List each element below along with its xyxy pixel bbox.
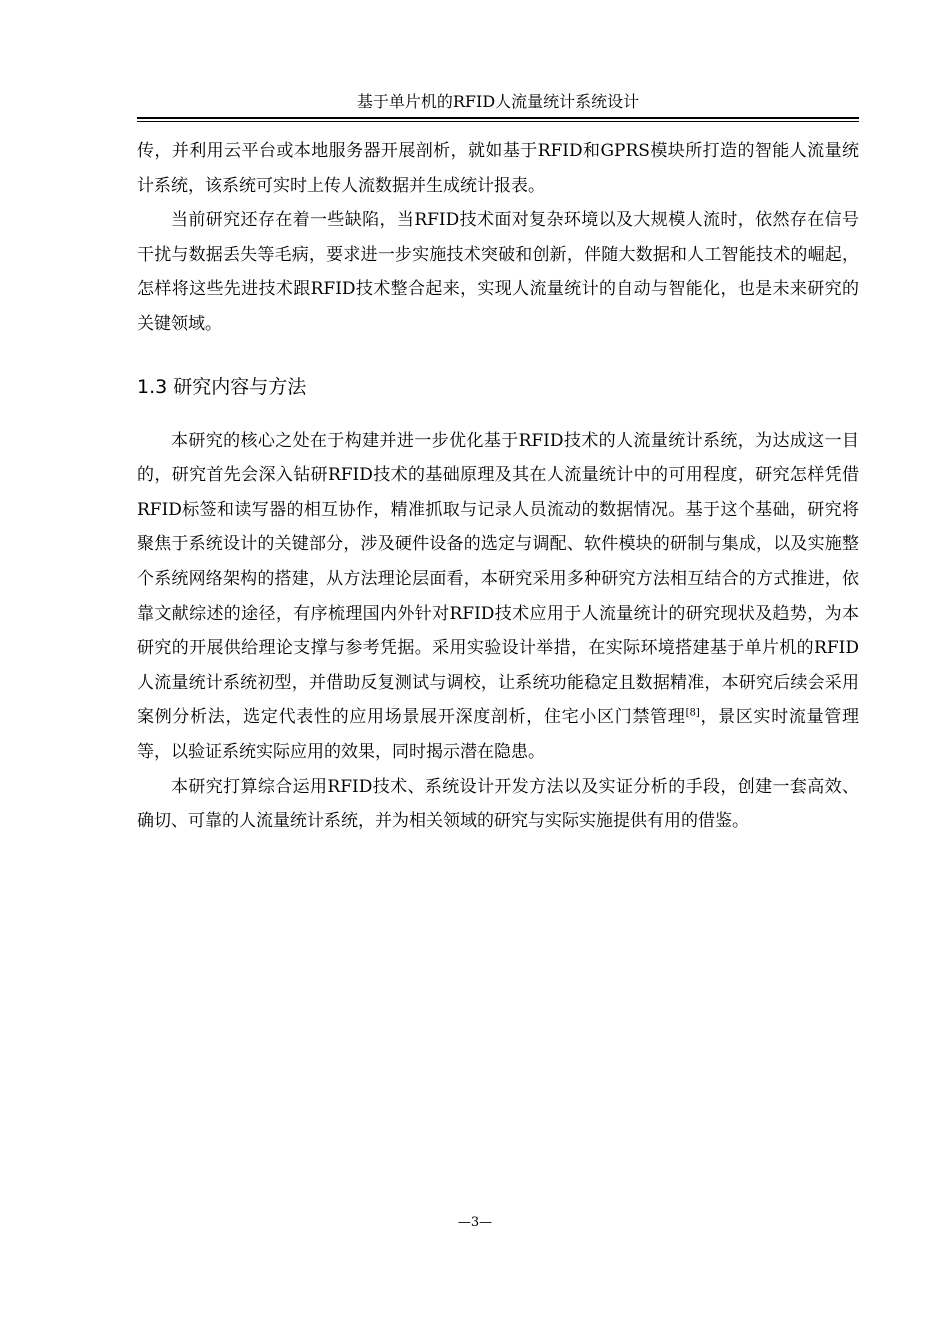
page-header-title: 基于单片机的RFID人流量统计系统设计	[356, 92, 640, 111]
paragraph-current-research-gaps: 当前研究还存在着一些缺陷，当RFID技术面对复杂环境以及大规模人流时，依然存在信号干扰与数据丢失等毛病，要求进一步实施技术突破和创新，伴随大数据和人工智能技术的崛起，怎样将这些先进技术跟RFID技术整合起来，实现人流量统计的自动与智能化，也是未来研究的关键领域。	[137, 210, 859, 334]
document-body	[137, 134, 859, 839]
paragraph-research-content	[137, 424, 859, 770]
paragraph-text-part1: 本研究的核心之处在于构建并进一步优化基于RFID技术的人流量统计系统，为达成这一目的，研究首先会深入钻研RFID技术的基础原理及其在人流量统计中的可用程度，研究怎样凭借RFID标签和读写器的相互协作，精准抓取与记录人员流动的数据情况。基于这个基础，研究将聚焦于系统设计的关键部分，涉及硬件设备的选定与调配、软件模块的研制与集成，以及实施整个系统网络架构的搭建，从方法理论层面看，本研究采用多种研究方法相互结合的方式推进，依靠文献综述的途径，有序梳理国内外针对RFID技术应用于人流量统计的研究现状及趋势，为本研究的开展供给理论支撑与参考凭据。采用实验设计举措，在实际环境搭建基于单片机的RFID人流量统计系统初型，并借助反复测试与调校，让系统功能稳定且数据精准，本研究后续会采用案例分析法，选定代表性的应用场景展开深度剖析，住宅小区门禁管理	[137, 430, 859, 728]
header-rule-thin	[137, 121, 859, 122]
section-heading: 1.3 研究内容与方法	[137, 375, 307, 398]
page-number: —3—	[457, 1215, 493, 1230]
paragraph-text-part2: ，景区实时流量管理等，以验证系统实际应用的效果，同时揭示潜在隐患。	[137, 707, 860, 762]
paragraph-research-plan: 本研究打算综合运用RFID技术、系统设计开发方法以及实证分析的手段，创建一套高效、确切、可靠的人流量统计系统，并为相关领域的研究与实际实施提供有用的借鉴。	[137, 776, 859, 832]
header-rule-thick	[137, 117, 859, 119]
paragraph-continued: 传，并利用云平台或本地服务器开展剖析，就如基于RFID和GPRS模块所打造的智能人流量统计系统，该系统可实时上传人流数据并生成统计报表。	[137, 141, 859, 196]
citation-reference: [8]	[685, 707, 700, 719]
